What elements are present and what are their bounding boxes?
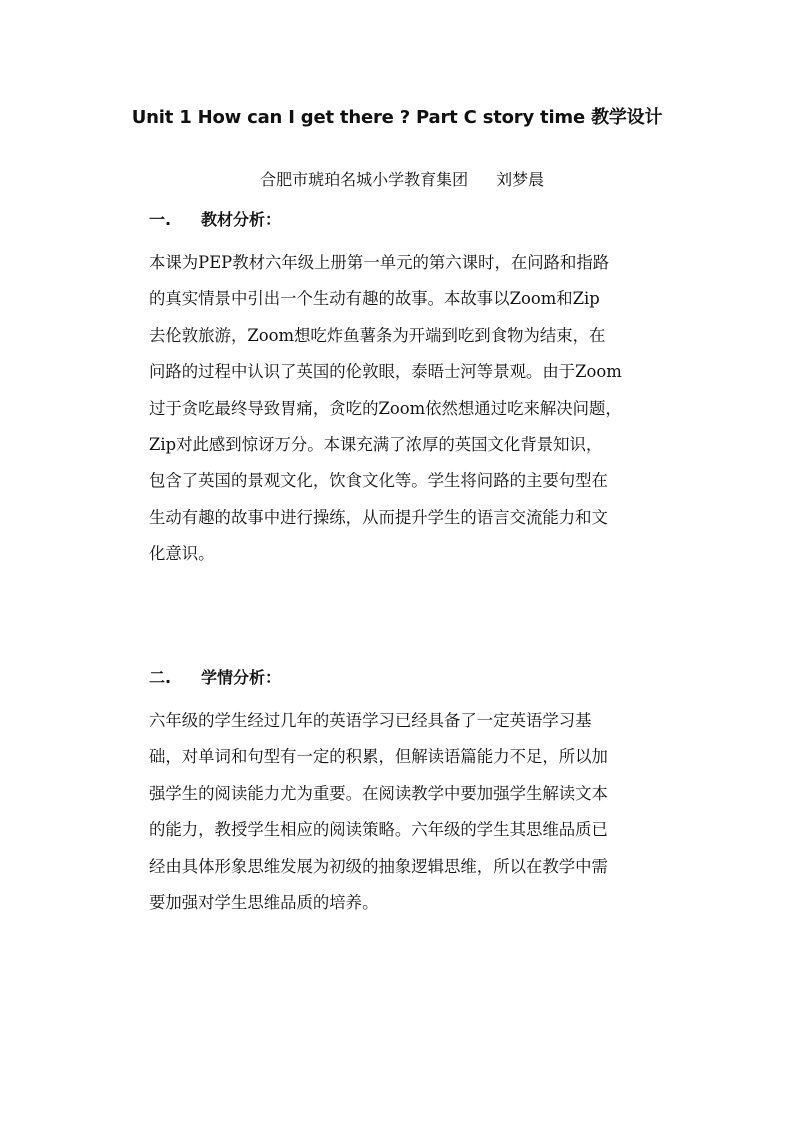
section-body-student-analysis (149, 703, 689, 921)
paragraph-line: Zip对此感到惊讶万分。本课充满了浓厚的英国文化背景知识， (149, 435, 603, 455)
paragraph-line: 要加强对学生思维品质的培养。 (149, 893, 379, 913)
section-heading-student-analysis (149, 667, 281, 689)
section-heading-label: 教材分析： (201, 210, 282, 229)
author-line (0, 147, 794, 191)
paragraph-line: 强学生的阅读能力尤为重要。在阅读教学中要加强学生解读文本 (149, 783, 608, 803)
paragraph-line: 化意识。 (149, 544, 215, 564)
section-body-textbook-analysis (149, 245, 689, 573)
paragraph-line: 过于贪吃最终导致胃痛，贪吃的Zoom依然想通过吃来解决问题， (149, 398, 622, 418)
paragraph-line: 本课为PEP教材六年级上册第一单元的第六课时，在问路和指路 (149, 253, 610, 272)
paragraph-line: 去伦敦旅游，Zoom想吃炸鱼薯条为开端到吃到食物为结束，在 (149, 325, 606, 345)
author-name: 刘梦晨 (496, 170, 545, 189)
paragraph-line: 包含了英国的景观文化，饮食文化等。学生将问路的主要句型在 (149, 471, 608, 491)
paragraph-line: 六年级的学生经过几年的英语学习已经具备了一定英语学习基 (149, 711, 592, 730)
section-number: 二. (149, 668, 172, 687)
section-heading-label: 学情分析： (201, 668, 282, 687)
paragraph-line: 的能力，教授学生相应的阅读策略。六年级的学生其思维品质已 (149, 820, 608, 840)
paragraph-line: 问路的过程中认识了英国的伦敦眼，泰晤士河等景观。由于Zoom (149, 362, 622, 382)
section-heading-textbook-analysis (149, 209, 281, 231)
author-school: 合肥市琥珀名城小学教育集团 (260, 170, 469, 189)
document-title: Unit 1 How can I get there ? Part C story time 教学设计 (131, 107, 663, 128)
paragraph-line: 础，对单词和句型有一定的积累，但解读语篇能力不足，所以加 (149, 747, 608, 767)
section-number: 一. (149, 210, 172, 229)
paragraph-line: 生动有趣的故事中进行操练，从而提升学生的语言交流能力和文 (149, 507, 608, 527)
paragraph-line: 的真实情景中引出一个生动有趣的故事。本故事以Zoom和Zip (149, 289, 600, 309)
paragraph-line: 经由具体形象思维发展为初级的抽象逻辑思维，所以在教学中需 (149, 856, 608, 876)
